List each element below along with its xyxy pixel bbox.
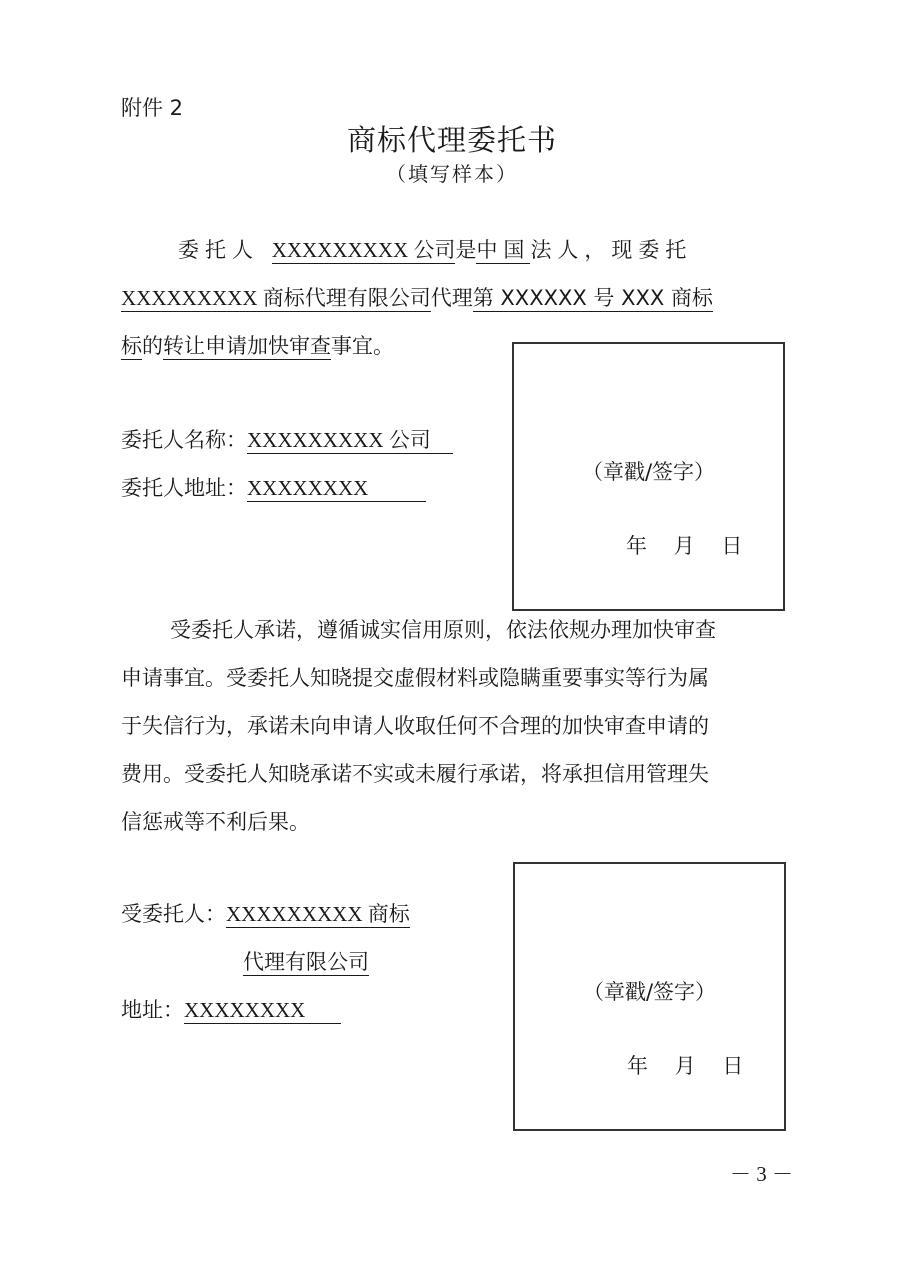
page-number: － 3 － xyxy=(730,1162,793,1186)
agency-name-blank: XXXXXXXXX 商标代理有限公司 xyxy=(121,286,431,310)
attachment-label: 附件 2 xyxy=(121,96,184,120)
document-subtitle: （填写样本） xyxy=(386,162,518,186)
principal-name-row xyxy=(121,416,453,464)
mark-reference-blank: 第 XXXXXX 号 XXX 商标 xyxy=(472,286,713,310)
intro-act: 代理 xyxy=(430,286,473,310)
document-title: 商标代理委托书 xyxy=(346,123,557,157)
intro-line-2 xyxy=(121,274,713,322)
agent-seal-box xyxy=(513,862,786,1131)
matter-suffix: 事宜。 xyxy=(331,334,394,358)
agent-row-continued xyxy=(243,938,369,986)
intro-of: 的 xyxy=(142,334,163,358)
nationality-blank: 中国 xyxy=(476,238,531,262)
mark-reference-tail: 标 xyxy=(121,334,142,358)
intro-suffix: 法人，现委托 xyxy=(530,238,693,262)
commitment-line-2: 申请事宜。受委托人知晓提交虚假材料或隐瞒重要事实等行为属 xyxy=(121,666,709,690)
date-label: 年 月 日 xyxy=(627,1054,744,1078)
intro-line-1 xyxy=(178,226,692,274)
principal-company-blank: XXXXXXXXX 公司 xyxy=(271,238,456,262)
agent-value-line-1: XXXXXXXXX 商标 xyxy=(226,902,410,926)
agent-label: 受委托人： xyxy=(121,902,226,926)
principal-address-row xyxy=(121,464,426,512)
commitment-line-3: 于失信行为，承诺未向申请人收取任何不合理的加快审查申请的 xyxy=(121,714,709,738)
date-label: 年 月 日 xyxy=(626,534,743,558)
intro-line-3 xyxy=(121,322,394,370)
agent-value-line-2: 代理有限公司 xyxy=(243,950,369,974)
seal-signature-label: （章戳/签字） xyxy=(582,980,717,1004)
commitment-line-5: 信惩戒等不利后果。 xyxy=(121,810,310,834)
agent-address-label: 地址： xyxy=(121,998,184,1022)
principal-seal-box xyxy=(512,342,785,611)
principal-name-label: 委托人名称： xyxy=(121,428,247,452)
seal-signature-label: （章戳/签字） xyxy=(581,460,716,484)
principal-name-value: XXXXXXXXX 公司 xyxy=(247,428,453,454)
agent-address-row xyxy=(121,986,341,1034)
commitment-line-4: 费用。受委托人知晓承诺不实或未履行承诺，将承担信用管理失 xyxy=(121,762,709,786)
intro-prefix: 委托人 xyxy=(178,238,259,262)
commitment-line-1: 受委托人承诺，遵循诚实信用原则，依法依规办理加快审查 xyxy=(170,618,716,642)
matter-blank: 转让申请加快审查 xyxy=(163,334,331,358)
principal-address-label: 委托人地址： xyxy=(121,476,247,500)
agent-address-value: XXXXXXXX xyxy=(184,998,341,1024)
agent-row xyxy=(121,890,410,938)
intro-is: 是 xyxy=(455,238,477,262)
principal-address-value: XXXXXXXX xyxy=(247,476,426,502)
